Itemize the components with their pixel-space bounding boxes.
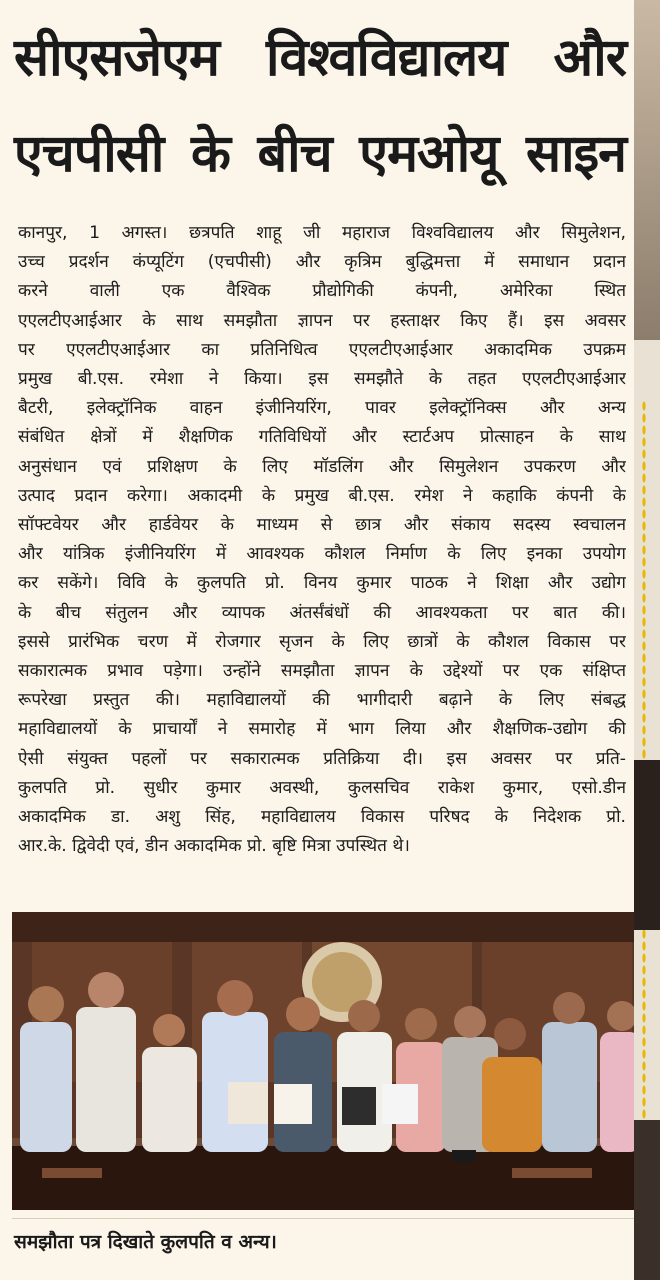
photo-caption: समझौता पत्र दिखाते कुलपति व अन्य।: [14, 1231, 277, 1253]
article-body: [18, 219, 626, 861]
article-line: के बीच संतुलन और व्यापक अंतर्संबंधों की आवश्यकता पर बात की।: [18, 602, 626, 623]
article-line: संबंधित क्षेत्रों में शैक्षणिक गतिविधियों और स्टार्टअप प्रोत्साहन के साथ: [18, 427, 626, 448]
article-line: पर एएलटीएआईआर का प्रतिनिधित्व एएलटीएआईआर अकादमिक उपक्रम: [18, 339, 626, 360]
article-line: करने वाली एक वैश्विक प्रौद्योगिकी कंपनी, अमेरिका स्थित: [18, 281, 626, 302]
article-line: अकादमिक डा. अशु सिंह, महाविद्यालय विकास परिषद के निदेशक प्रो.: [18, 807, 626, 828]
adjacent-photo-fragment: [634, 0, 660, 340]
article-line: कानपुर, 1 अगस्त। छत्रपति शाहू जी महाराज विश्वविद्यालय और सिमुलेशन,: [18, 223, 626, 243]
adjacent-page-edge: [634, 0, 660, 1280]
article-line: रूपरेखा प्रस्तुत की। महाविद्यालयों की भागीदारी बढ़ाने के लिए संबद्ध: [18, 690, 626, 711]
article-line: अनुसंधान एवं प्रशिक्षण के लिए मॉडलिंग और सिमुलेशन उपकरण और: [18, 456, 626, 477]
article-line: सॉफ्टवेयर और हार्डवेयर के माध्यम से छात्र और संकाय सदस्य स्वचालन: [18, 515, 626, 536]
event-photo: [12, 912, 640, 1210]
caption-divider: [12, 1218, 640, 1219]
photo-illustration: [12, 912, 640, 1210]
article-line: उत्पाद प्रदान करेगा। अकादमी के प्रमुख बी.एस. रमेश ने कहाकि कंपनी के: [18, 485, 626, 506]
headline: [14, 10, 626, 202]
article-line: कर सकेंगे। विवि के कुलपति प्रो. विनय कुमार पाठक ने शिक्षा और उद्योग: [18, 573, 626, 594]
article-line: कुलपति प्रो. सुधीर कुमार अवस्थी, कुलसचिव राकेश कुमार, एसो.डीन: [18, 777, 626, 798]
headline-line-1: सीएसजेएम विश्वविद्यालय और: [14, 28, 626, 88]
article-line: बैटरी, इलेक्ट्रॉनिक वाहन इंजीनियरिंग, पावर इलेक्ट्रॉनिक्स और अन्य: [18, 398, 626, 419]
article-line: ऐसी संयुक्त पहलों पर सकारात्मक प्रतिक्रिया दी। इस अवसर पर प्रति-: [18, 748, 626, 769]
article-line: आर.के. द्विवेदी एवं, डीन अकादमिक प्रो. बृष्टि मित्रा उपस्थित थे।: [18, 836, 410, 857]
article-line: सकारात्मक प्रभाव पड़ेगा। उन्होंने समझौता ज्ञापन के उद्देश्यों पर एक संक्षिप्त: [18, 661, 626, 682]
article-line: और यांत्रिक इंजीनियरिंग में आवश्यक कौशल निर्माण के लिए इनका उपयोग: [18, 544, 626, 565]
article-line: उच्च प्रदर्शन कंप्यूटिंग (एचपीसी) और कृत्रिम बुद्धिमत्ता में समाधान प्रदान: [18, 252, 626, 273]
article-line: इससे प्रारंभिक चरण में रोजगार सृजन के लिए छात्रों के कौशल विकास पर: [18, 631, 626, 652]
article-line: महाविद्यालयों के प्राचार्यों ने समारोह में भाग लिया और शैक्षणिक-उद्योग की: [18, 719, 626, 740]
adjacent-photo-fragment: [634, 1120, 660, 1280]
adjacent-photo-fragment: [634, 760, 660, 930]
headline-line-2: एचपीसी के बीच एमओयू साइन: [14, 124, 626, 184]
article-line: एएलटीएआईआर के साथ समझौता ज्ञापन पर हस्ताक्षर किए हैं। इस अवसर: [18, 310, 626, 331]
article-line: प्रमुख बी.एस. रमेशा ने किया। इस समझौते के तहत एएलटीएआईआर: [18, 369, 626, 390]
